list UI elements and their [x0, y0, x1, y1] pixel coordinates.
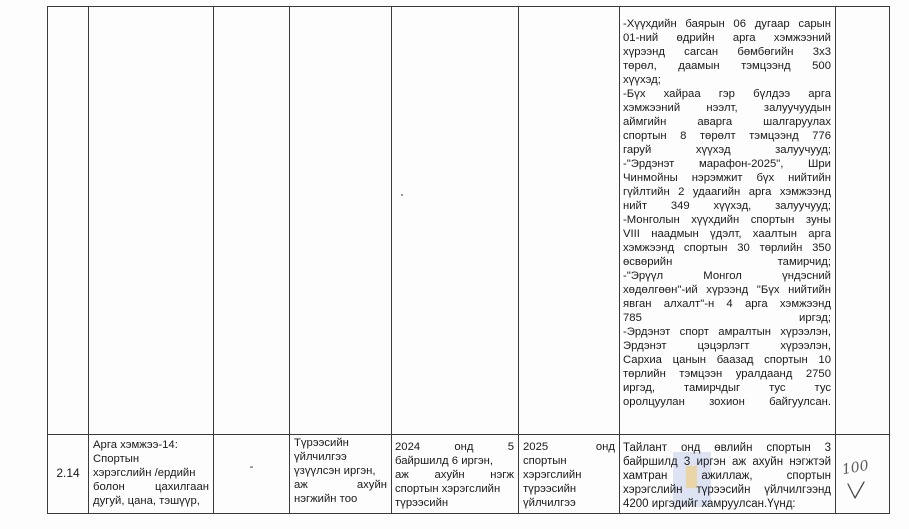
col-line — [289, 6, 290, 514]
col-line — [213, 6, 214, 514]
dash-cell: - — [249, 461, 254, 473]
baseline-line: түрээсийн — [395, 497, 449, 509]
report-line: хэмжээнд спортын 30 төрлийн 350 — [623, 242, 831, 254]
report-line: гаруй хүүхэд залуучууд; — [623, 144, 831, 156]
report-cell-214 — [623, 441, 831, 511]
col-line — [88, 6, 89, 514]
row-divider — [47, 434, 890, 435]
report-line: хэмжээний нээлт, залуучуудын — [623, 102, 831, 114]
report-line: оролцуулан зохион байгуулсан. — [623, 396, 831, 408]
target-line: спортын — [523, 455, 567, 467]
report-line: -"Эрдэнэт марафон-2025", Шри — [623, 158, 831, 170]
indicator-line: үзүүлсэн иргэн, — [294, 465, 376, 477]
activity-line: дугуй, цана, тэшүүр, — [93, 495, 200, 507]
indicator-line: аж ахуйн — [294, 479, 387, 491]
report-line: иргэд, тамирчдыг тус тус — [623, 382, 831, 394]
report-line: явган алхалт"-н 4 арга хэмжээнд — [623, 298, 831, 310]
report-line: нийт 349 хүүхэд, залуучууд; — [623, 200, 831, 212]
report-line: -Монголын хүүхдийн спортын зуны — [623, 214, 831, 226]
report-line: Чинмойны нэрэмжит бүх нийтийн — [623, 172, 831, 184]
table-top-border — [47, 6, 890, 7]
report-line: 785 иргэд; — [623, 312, 831, 324]
report-line: аймгийн аварга шалгаруулах — [623, 116, 831, 128]
report-line: Тайлант онд өвлийн спортын 3 — [623, 442, 831, 454]
baseline-line: аж ахуйн нэгж — [395, 469, 514, 481]
baseline-line: 2024 онд 5 — [395, 441, 514, 453]
report-line: Эрдэнэт цэцэрлэгт хүрээлэн, — [623, 340, 831, 352]
indicator-line: үйлчилгээ — [294, 451, 347, 463]
report-line: хамтран ажиллаж, спортын — [623, 470, 831, 482]
report-line: 01-ний өдрийн арга хэмжээний — [623, 32, 831, 44]
report-line: төрөл, даамын тэмцээнд 500 — [623, 60, 831, 72]
col-line — [889, 6, 890, 514]
col-line — [47, 6, 48, 514]
activity-line: Арга хэмжээ-14: — [93, 439, 178, 451]
activity-line: болон цахилгаан — [93, 481, 209, 493]
report-line: хүрээнд сагсан бөмбөгийн 3х3 — [623, 46, 831, 58]
report-line: Сархиа цанын баазад спортын 10 — [623, 354, 831, 366]
report-line: гүйлтийн 2 удаагийн арга хэмжээнд — [623, 186, 831, 198]
row-number: 2.14 — [56, 466, 80, 480]
col-line — [391, 6, 392, 514]
activity-line: Спортын — [93, 453, 140, 465]
report-line: байршилд 3 иргэн аж ахуйн нэгжтэй — [623, 456, 831, 468]
activity-cell — [93, 438, 209, 508]
target-line: 2025 онд — [523, 441, 615, 453]
report-cell-top — [623, 17, 831, 409]
target-line: үйлчилгээ — [523, 497, 576, 509]
report-line: хөдөлгөөн"-ий хүрээнд "Бүх нийтийн — [623, 284, 831, 296]
indicator-cell — [294, 436, 387, 506]
report-line: хэрэгслийн түрээсийн үйлчилгээнд — [623, 484, 831, 496]
report-line: хүүхэд; — [623, 74, 661, 86]
baseline-line: спортын хэрэгслийн — [395, 483, 501, 495]
activity-line: хэрэгслийн /ердийн — [93, 467, 196, 479]
col-line — [619, 6, 620, 514]
target-cell — [523, 440, 615, 510]
baseline-line: байршилд 6 иргэн, — [395, 455, 494, 467]
report-line: спортын 8 төрөлт тэмцээнд 776 — [623, 130, 831, 142]
col-line — [835, 6, 836, 514]
report-line: -Хүүхдийн баярын 06 дугаар сарын — [623, 18, 831, 30]
col-line — [518, 6, 519, 514]
target-line: түрээсийн — [523, 483, 577, 495]
report-line: төрлийн тэмцээн уралдаанд 2750 — [623, 368, 831, 380]
table-bottom-border — [47, 513, 890, 514]
report-line: VIII наадмын үдэлт, хаалтын арга — [623, 228, 831, 240]
report-line: -Бүх хайраа гэр бүлдээ арга — [623, 88, 831, 100]
indicator-line: Түрээсийн — [294, 437, 349, 449]
baseline-cell — [395, 440, 514, 510]
indicator-line: нэгжийн тоо — [294, 493, 358, 505]
scan-speck — [401, 194, 403, 196]
score-number: 100 — [840, 457, 870, 479]
report-line: -Эрдэнэт спорт амралтын хүрээлэн, — [623, 326, 831, 338]
target-line: хэрэгслийн — [523, 469, 582, 481]
report-line: -"Эрүүл Монгол үндэсний — [623, 270, 831, 282]
report-line: 4200 иргэдийг хамруулсан.Үүнд: — [623, 498, 796, 510]
handwritten-check-icon — [838, 452, 874, 502]
report-line: өсвөрийн тамирчид; — [623, 256, 831, 268]
